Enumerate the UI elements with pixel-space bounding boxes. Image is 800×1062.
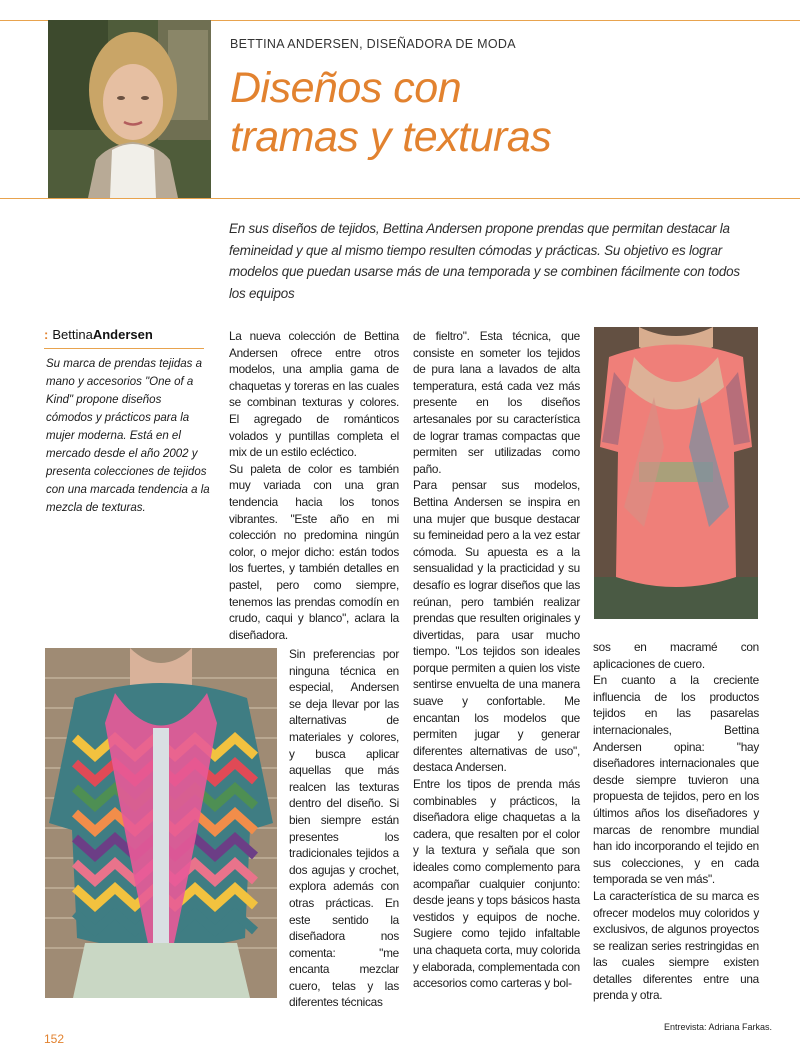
article-lead: En sus diseños de tejidos, Bettina Andersen propone prendas que permitan destacar la femineidad y que al mismo tiempo resulten cómodas y prácticas. Su objetivo es lograr modelos que puedan usarse más de una temporada y se combinen fácilmente con todos los equipos <box>229 221 740 301</box>
designer-portrait-photo <box>48 20 211 198</box>
header-rule <box>0 198 800 199</box>
body-column-1-bottom <box>289 646 399 1011</box>
paragraph: de fieltro". Esta técnica, que consiste en someter los tejidos de pura lana a lavados de alta temperatura, está cada vez más presente en los diseños artesanales por su característica de lograr tramas compactas que permiten ser utilizadas como paño. <box>413 329 580 476</box>
sidebar-title <box>44 327 204 349</box>
paragraph: sos en macramé con aplicaciones de cuero. <box>593 640 759 671</box>
paragraph: Su paleta de color es también muy variada con una gran tendencia hacia los tonos vibrantes. "Este año en mi colección no predomina ningún color, o mejor dicho: están todos los fuertes, y también detalles en pastel, pero como siempre, tenemos las prendas comodín en crudo, caqui y blanco", aclara la diseñadora. <box>229 461 399 642</box>
sidebar-text: Su marca de prendas tejidas a mano y accesorios "One of a Kind" propone diseños cómodos y prácticos para la mujer moderna. Está en el mercado desde el año 2002 y presenta colecciones de tejidos con una marcada tendencia a la mezcla de texturas. <box>46 358 210 514</box>
sidebar-name-last: Andersen <box>92 327 153 342</box>
pink-cardigan-photo <box>45 648 277 998</box>
page-number: 152 <box>44 1032 65 1046</box>
title-line-1: Diseños con <box>230 64 462 112</box>
paragraph: Entre los tipos de prenda más combinables y prácticos, la diseñadora elige chaquetas a la cadera, que resalten por el color y la textura y señala que son ideales como complemento para acompañar cualquier conjunto: desde jeans y tops básicos hasta vestidos y equipos de noche. Sugiere como tejido infaltable una chaqueta corta, muy colorida y elaborada, complementada con accesorios como carteras y bol- <box>413 777 580 991</box>
paragraph: La característica de su marca es ofrecer modelos muy coloridos y exclusivos, de algunos proyectos se realizan series restringidas en las cuales siempre existen detalles diferentes entre una prenda y otra. <box>593 888 759 1003</box>
article-title <box>230 64 750 162</box>
body-column-3 <box>593 639 759 1004</box>
paragraph: Sin preferencias por ninguna técnica en especial, Andersen se deja llevar por las alternativas de materiales y colores, y busca aplicar aquellas que más realcen las texturas dentro del diseño. Si bien siempre están presentes los tradicionales tejidos a dos agujas y crochet, explora además con otras prácticas. En este sentido la diseñadora nos comenta: "me encanta mezclar cuero, telas y las diferentes técnicas <box>289 647 399 1010</box>
paragraph: La nueva colección de Bettina Andersen ofrece entre otros modelos, una amplia gama de chaquetas y toreras en las cuales se combinan texturas y colores. El agregado de románticos volados y puntillas completa el mix de un estilo ecléctico. <box>229 329 399 460</box>
sidebar-bullet: : <box>44 327 49 342</box>
paragraph: Para pensar sus modelos, Bettina Andersen se inspira en una mujer que busque destacar su femineidad pero a la vez estar cómoda. Su apuesta es a la sensualidad y la practicidad y su desafío es lograr diseños que las reúnan, pero también realizar prendas que resulten originales y divertidas, para usar mucho tiempo. "Los tejidos son ideales porque permiten a quien los viste sentirse envuelta de una manera suave y confortable. Me encantan los modelos que permiten jugar y generar diferentes alternativas de uso", destaca Andersen. <box>413 478 580 775</box>
body-column-1-top <box>229 328 399 643</box>
interview-credit: Entrevista: Adriana Farkas. <box>664 1022 773 1032</box>
article-kicker: BETTINA ANDERSEN, DISEÑADORA DE MODA <box>230 37 516 51</box>
body-column-2 <box>413 328 580 992</box>
paragraph: En cuanto a la creciente influencia de los productos tejidos en las pasarelas internacionales, Bettina Andersen opina: "hay diseñadores internacionales que desde siempre tuvieron una propuesta de tejidos, pero en los últimos años los diseñadores y marcas de renombre mundial han ido incorporando el tejido en sus colecciones, y en cada temporada se ven más". <box>593 673 759 887</box>
sidebar-name-first: Bettina <box>52 327 93 342</box>
coral-cardigan-photo <box>594 327 758 619</box>
title-line-2: tramas y texturas <box>230 113 552 161</box>
